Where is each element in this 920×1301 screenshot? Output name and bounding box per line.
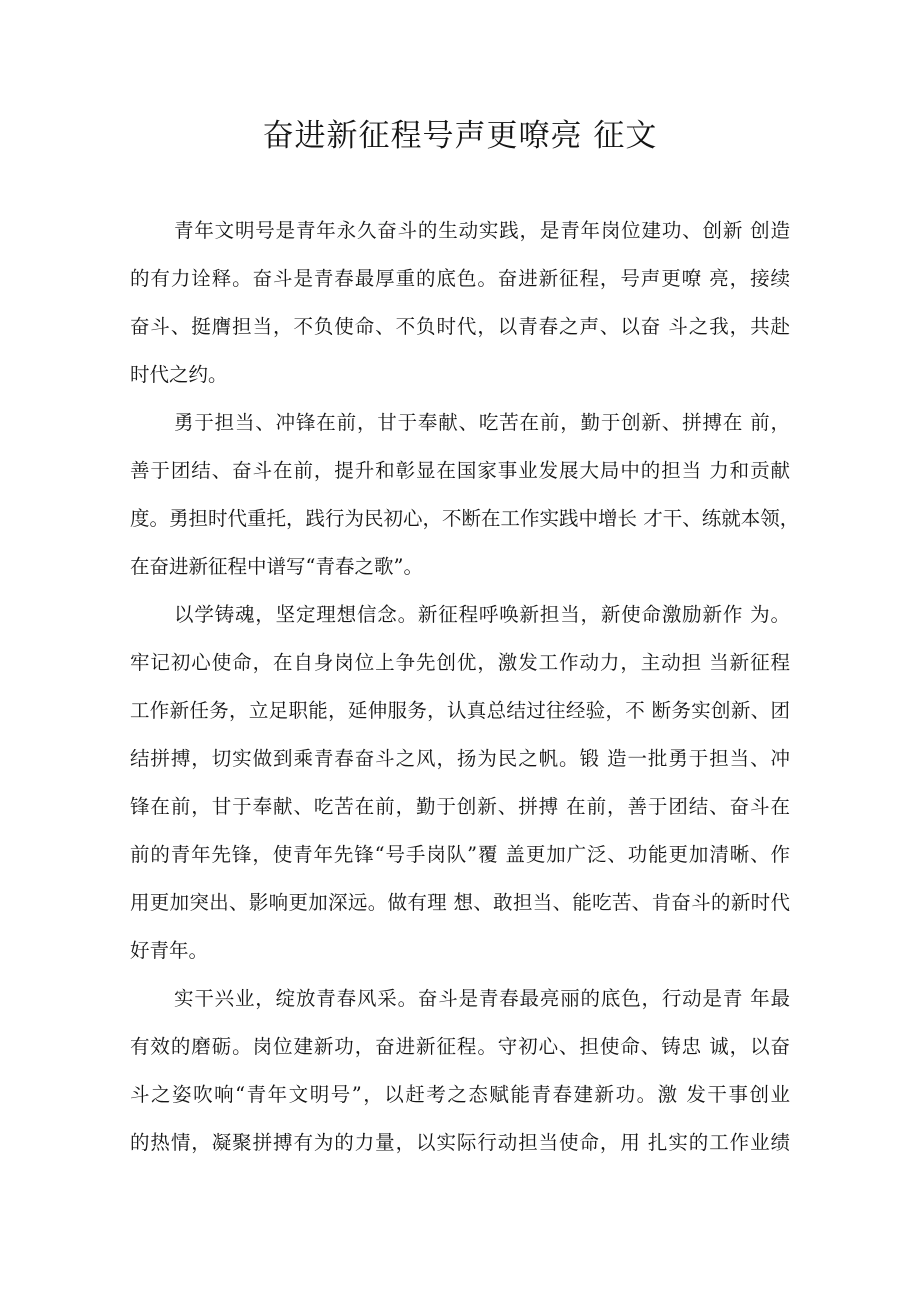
paragraph-1-line-3: 奋斗、挺膺担当，不负使命、不负时代，以青春之声、以奋 斗之我，共赴 bbox=[130, 315, 790, 338]
paragraph-3-line-4: 结拼搏，切实做到乘青春奋斗之风，扬为民之帆。锻 造一批勇于担当、冲 bbox=[130, 747, 790, 770]
paragraph-1-line-2: 的有力诠释。奋斗是青春最厚重的底色。奋进新征程，号声更嘹 亮，接续 bbox=[130, 267, 790, 290]
paragraph-1-line-1: 青年文明号是青年永久奋斗的生动实践，是青年岗位建功、创新 创造 bbox=[174, 219, 790, 242]
paragraph-3-line-5: 锋在前，甘于奉献、吃苦在前，勤于创新、拼搏 在前，善于团结、奋斗在 bbox=[130, 795, 790, 818]
paragraph-2-line-1: 勇于担当、冲锋在前，甘于奉献、吃苦在前，勤于创新、拼搏在 前， bbox=[174, 411, 790, 434]
paragraph-4-line-1: 实干兴业，绽放青春风采。奋斗是青春最亮丽的底色，行动是青 年最 bbox=[174, 987, 790, 1010]
paragraph-2-line-3: 度。勇担时代重托，践行为民初心，不断在工作实践中增长 才干、练就本领， bbox=[130, 507, 800, 530]
paragraph-3-line-3: 工作新任务，立足职能，延伸服务，认真总结过往经验，不 断务实创新、团 bbox=[130, 699, 790, 722]
paragraph-3-line-2: 牢记初心使命，在自身岗位上争先创优，激发工作动力，主动担 当新征程 bbox=[130, 651, 790, 674]
paragraph-2-line-4: 在奋进新征程中谱写“青春之歌”。 bbox=[130, 555, 423, 578]
paragraph-4-line-4: 的热情，凝聚拼搏有为的力量，以实际行动担当使命，用 扎实的工作业绩 bbox=[130, 1131, 790, 1154]
paragraph-4-line-3: 斗之姿吹响“青年文明号”，以赶考之态赋能青春建新功。激 发干事创业 bbox=[130, 1083, 790, 1106]
paragraph-2-line-2: 善于团结、奋斗在前，提升和彰显在国家事业发展大局中的担当 力和贡献 bbox=[130, 459, 790, 482]
paragraph-3-line-8: 好青年。 bbox=[130, 939, 209, 962]
paragraph-1-line-4: 时代之约。 bbox=[130, 363, 228, 386]
paragraph-3-line-1: 以学铸魂，坚定理想信念。新征程呼唤新担当，新使命激励新作 为。 bbox=[174, 603, 790, 626]
paragraph-3-line-6: 前的青年先锋，使青年先锋“号手岗队”覆 盖更加广泛、功能更加清晰、作 bbox=[130, 843, 790, 866]
paragraph-3-line-7: 用更加突出、影响更加深远。做有理 想、敢担当、能吃苦、肯奋斗的新时代 bbox=[130, 891, 790, 914]
document-title: 奋进新征程号声更嘹亮 征文 bbox=[262, 118, 658, 154]
paragraph-4-line-2: 有效的磨砺。岗位建新功，奋进新征程。守初心、担使命、铸忠 诚，以奋 bbox=[130, 1035, 790, 1058]
